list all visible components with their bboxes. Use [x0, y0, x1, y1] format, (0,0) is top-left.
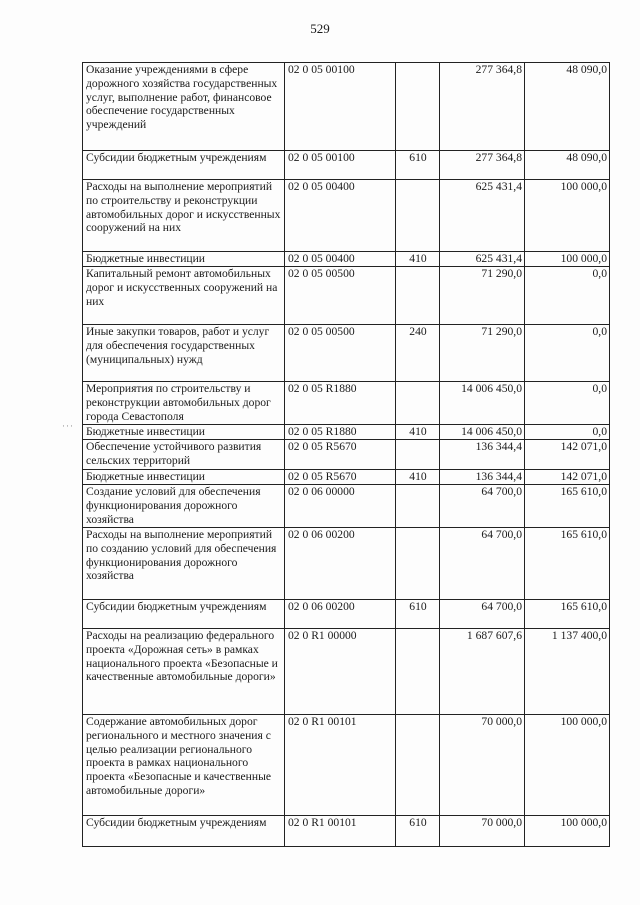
- row-sum-2: 0,0: [525, 382, 610, 425]
- budget-table-body: [83, 63, 610, 847]
- row-sum-1: 64 700,0: [440, 600, 525, 629]
- row-code: 02 0 05 00100: [285, 151, 396, 180]
- row-name: Бюджетные инвестиции: [83, 252, 285, 267]
- row-sum-1: 70 000,0: [440, 816, 525, 847]
- row-sum-2: 142 071,0: [525, 470, 610, 485]
- row-code: 02 0 05 00500: [285, 267, 396, 325]
- row-sum-1: 71 290,0: [440, 325, 525, 382]
- row-sum-2: 165 610,0: [525, 528, 610, 600]
- row-sum-2: 100 000,0: [525, 715, 610, 816]
- row-type: 240: [396, 325, 440, 382]
- row-code: 02 0 05 R5670: [285, 440, 396, 470]
- row-code: 02 0 05 R1880: [285, 382, 396, 425]
- row-sum-2: 100 000,0: [525, 252, 610, 267]
- row-code: 02 0 R1 00000: [285, 629, 396, 715]
- table-row: [83, 440, 610, 470]
- row-type: [396, 715, 440, 816]
- row-sum-2: 0,0: [525, 425, 610, 440]
- row-sum-2: 0,0: [525, 267, 610, 325]
- row-sum-1: 1 687 607,6: [440, 629, 525, 715]
- row-sum-2: 165 610,0: [525, 600, 610, 629]
- row-name: Субсидии бюджетным учреждениям: [83, 151, 285, 180]
- row-type: 410: [396, 252, 440, 267]
- row-code: 02 0 05 00500: [285, 325, 396, 382]
- table-row: [83, 382, 610, 425]
- row-type: 410: [396, 425, 440, 440]
- row-sum-2: 48 090,0: [525, 151, 610, 180]
- row-name: Субсидии бюджетным учреждениям: [83, 816, 285, 847]
- row-name: Обеспечение устойчивого развития сельских территорий: [83, 440, 285, 470]
- row-sum-1: 64 700,0: [440, 485, 525, 528]
- table-row: [83, 252, 610, 267]
- row-code: 02 0 06 00000: [285, 485, 396, 528]
- row-sum-2: 165 610,0: [525, 485, 610, 528]
- row-sum-2: 142 071,0: [525, 440, 610, 470]
- row-name: Бюджетные инвестиции: [83, 425, 285, 440]
- row-name: Мероприятия по строительству и реконструкции автомобильных дорог города Севастополя: [83, 382, 285, 425]
- row-type: [396, 63, 440, 151]
- row-type: 410: [396, 470, 440, 485]
- row-sum-2: 0,0: [525, 325, 610, 382]
- row-name: Создание условий для обеспечения функционирования дорожного хозяйства: [83, 485, 285, 528]
- row-type: 610: [396, 600, 440, 629]
- row-name: Расходы на выполнение мероприятий по созданию условий для обеспечения функционирования дорожного хозяйства: [83, 528, 285, 600]
- table-row: [83, 63, 610, 151]
- row-name: Капитальный ремонт автомобильных дорог и искусственных сооружений на них: [83, 267, 285, 325]
- table-row: [83, 629, 610, 715]
- row-name: Содержание автомобильных дорог регионального и местного значения с целью реализации регионального проекта в рамках национального проекта «Безопасные и качественные автомобильные дороги»: [83, 715, 285, 816]
- row-sum-2: 100 000,0: [525, 180, 610, 252]
- page-number: 529: [310, 21, 330, 36]
- budget-table: [82, 62, 610, 847]
- row-sum-1: 136 344,4: [440, 470, 525, 485]
- row-sum-1: 14 006 450,0: [440, 425, 525, 440]
- row-type: [396, 267, 440, 325]
- row-type: [396, 485, 440, 528]
- row-sum-1: 14 006 450,0: [440, 382, 525, 425]
- row-sum-1: 625 431,4: [440, 180, 525, 252]
- row-sum-1: 277 364,8: [440, 63, 525, 151]
- row-code: 02 0 05 00100: [285, 63, 396, 151]
- row-name: Бюджетные инвестиции: [83, 470, 285, 485]
- row-code: 02 0 R1 00101: [285, 816, 396, 847]
- row-code: 02 0 05 00400: [285, 252, 396, 267]
- row-sum-2: 1 137 400,0: [525, 629, 610, 715]
- table-row: [83, 180, 610, 252]
- row-sum-1: 277 364,8: [440, 151, 525, 180]
- row-type: [396, 440, 440, 470]
- table-row: [83, 425, 610, 440]
- table-row: [83, 325, 610, 382]
- row-type: 610: [396, 151, 440, 180]
- row-type: [396, 382, 440, 425]
- row-code: 02 0 05 00400: [285, 180, 396, 252]
- row-sum-1: 625 431,4: [440, 252, 525, 267]
- row-code: 02 0 05 R1880: [285, 425, 396, 440]
- table-row: [83, 816, 610, 847]
- table-row: [83, 715, 610, 816]
- row-code: 02 0 06 00200: [285, 600, 396, 629]
- row-type: 610: [396, 816, 440, 847]
- row-type: [396, 629, 440, 715]
- table-row: [83, 485, 610, 528]
- row-type: [396, 528, 440, 600]
- table-row: [83, 470, 610, 485]
- row-code: 02 0 05 R5670: [285, 470, 396, 485]
- table-row: [83, 528, 610, 600]
- table-row: [83, 267, 610, 325]
- row-sum-1: 64 700,0: [440, 528, 525, 600]
- row-name: Иные закупки товаров, работ и услуг для обеспечения государственных (муниципальных) нужд: [83, 325, 285, 382]
- row-code: 02 0 R1 00101: [285, 715, 396, 816]
- row-type: [396, 180, 440, 252]
- row-sum-1: 70 000,0: [440, 715, 525, 816]
- row-code: 02 0 06 00200: [285, 528, 396, 600]
- row-sum-1: 71 290,0: [440, 267, 525, 325]
- row-sum-1: 136 344,4: [440, 440, 525, 470]
- row-sum-2: 48 090,0: [525, 63, 610, 151]
- row-name: Расходы на реализацию федерального проекта «Дорожная сеть» в рамках национального проекта «Безопасные и качественные автомобильные дороги»: [83, 629, 285, 715]
- margin-mark: ···: [62, 421, 74, 431]
- table-row: [83, 600, 610, 629]
- row-sum-2: 100 000,0: [525, 816, 610, 847]
- row-name: Расходы на выполнение мероприятий по строительству и реконструкции автомобильных дорог и искусственных сооружений на них: [83, 180, 285, 252]
- table-row: [83, 151, 610, 180]
- row-name: Субсидии бюджетным учреждениям: [83, 600, 285, 629]
- row-name: Оказание учреждениями в сфере дорожного хозяйства государственных услуг, выполнение работ, финансовое обеспечение государственных учреждений: [83, 63, 285, 151]
